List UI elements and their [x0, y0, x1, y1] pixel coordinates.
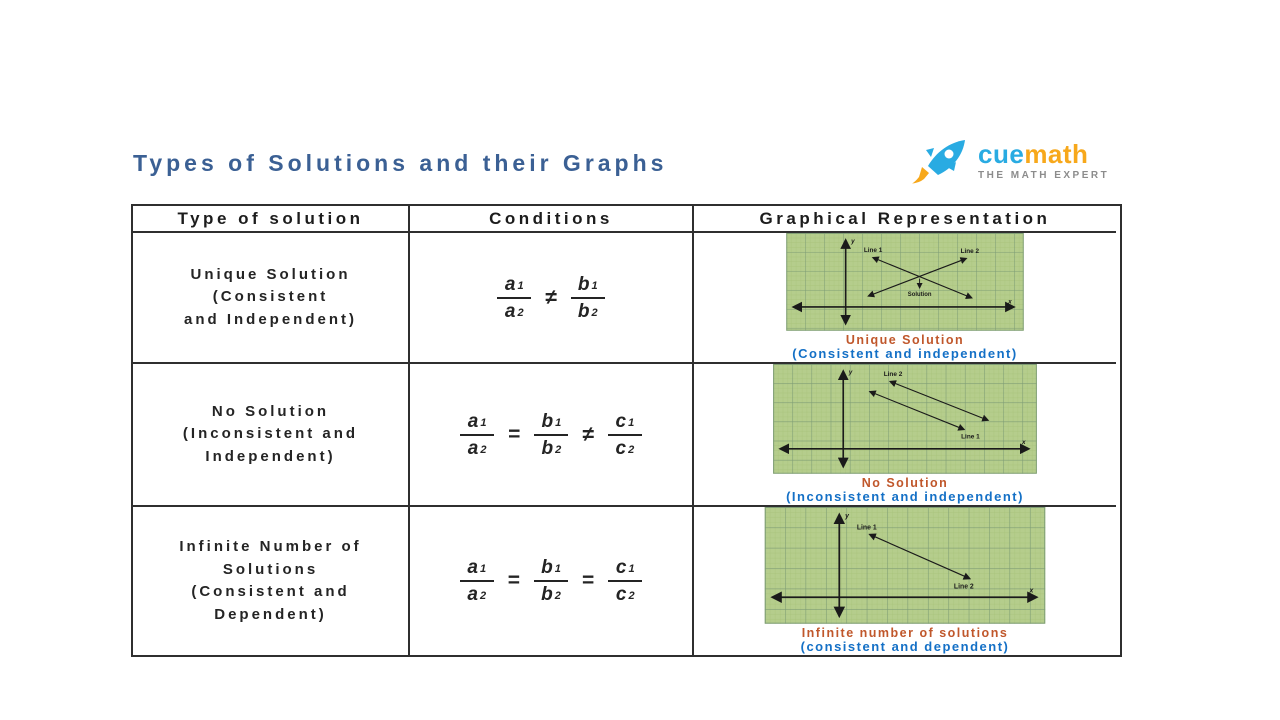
row2-type-line3: Independent): [205, 447, 336, 465]
fraction-c1-c2: c 1 c 2: [608, 409, 642, 461]
header-type-of-solution: Type of solution: [133, 206, 410, 233]
row3-type-line2: Solutions: [222, 560, 319, 578]
svg-text:y: y: [845, 512, 850, 520]
row3-graph-cell: [694, 507, 1116, 655]
row3-graph-caption: Infinite number of solutions (consistent and dependent): [800, 625, 1010, 655]
equals-operator: =: [507, 569, 520, 592]
brand-part-math: math: [1024, 139, 1089, 169]
no-solution-graph: [762, 364, 1048, 474]
row1-type-line2: (Consistent: [212, 288, 329, 306]
svg-text:Line 2: Line 2: [953, 583, 974, 591]
row3-type-line3: (Consistent and: [191, 583, 350, 600]
brand-part-cue: cue: [978, 139, 1025, 169]
fraction-b1-b2: b 1 b 2: [534, 409, 568, 461]
fraction-a1-a2: a 1 a 2: [460, 555, 494, 607]
row3-type-line1: Infinite Number of: [179, 538, 362, 555]
unique-solution-graph: [775, 233, 1035, 331]
row1-condition-cell: [410, 233, 694, 364]
row3-type-cell: [133, 507, 410, 655]
row2-type-line2: (Inconsistent and: [182, 425, 359, 443]
row3-condition-formula: [455, 555, 648, 607]
not-equal-operator: ≠: [582, 422, 594, 446]
header-conditions: Conditions: [410, 206, 694, 233]
row3-condition-cell: [410, 507, 694, 655]
row1-condition-formula: [492, 272, 610, 324]
fraction-a1-a2: a 1 a 2: [460, 409, 494, 461]
rocket-icon: [912, 138, 968, 184]
svg-text:x: x: [1029, 587, 1034, 595]
row2-type-line1: No Solution: [211, 402, 330, 420]
row1-graph-caption: Unique Solution (Consistent and independent): [792, 332, 1018, 362]
svg-text:y: y: [851, 238, 855, 246]
svg-text:Line 2: Line 2: [883, 370, 903, 378]
svg-text:Line 1: Line 1: [856, 524, 877, 532]
row3-type-line4: Dependent): [214, 605, 327, 623]
svg-text:x: x: [1022, 439, 1026, 447]
header-graphical-representation: Graphical Representation: [694, 206, 1116, 233]
row1-type-cell: [133, 233, 410, 364]
svg-text:Line 1: Line 1: [863, 247, 883, 255]
cuemath-logo: [912, 138, 1109, 184]
row2-graph-cell: [694, 364, 1116, 507]
row1-graph-cell: [694, 233, 1116, 364]
row2-graph-caption: No Solution (Inconsistent and independent): [786, 475, 1024, 505]
equals-operator: =: [582, 569, 595, 592]
svg-text:Line 1: Line 1: [961, 433, 980, 441]
page-title: Types of Solutions and their Graphs: [133, 150, 668, 176]
fraction-a1-a2: a 1 a 2: [497, 272, 531, 324]
svg-text:y: y: [848, 369, 853, 377]
row2-type-cell: [133, 364, 410, 507]
not-equal-operator: ≠: [545, 285, 557, 309]
infinite-solutions-graph: [762, 507, 1048, 624]
svg-text:Solution: Solution: [907, 291, 932, 298]
fraction-c1-c2: c 1 c 2: [608, 555, 642, 607]
brand-tagline: THE MATH EXPERT: [978, 170, 1110, 181]
equals-operator: =: [508, 422, 521, 446]
row1-type-line1: Unique Solution: [190, 265, 351, 283]
solutions-table: [131, 204, 1122, 657]
logo-text: [978, 141, 1109, 181]
row2-condition-formula: [455, 409, 647, 461]
fraction-b1-b2: b 1 b 2: [534, 555, 568, 607]
fraction-b1-b2: b 1 b 2: [571, 272, 605, 324]
row2-condition-cell: [410, 364, 694, 507]
svg-text:Line 2: Line 2: [960, 248, 980, 256]
row1-type-line3: and Independent): [184, 310, 357, 328]
svg-text:x: x: [1008, 298, 1012, 306]
brand-name: [978, 141, 1109, 167]
